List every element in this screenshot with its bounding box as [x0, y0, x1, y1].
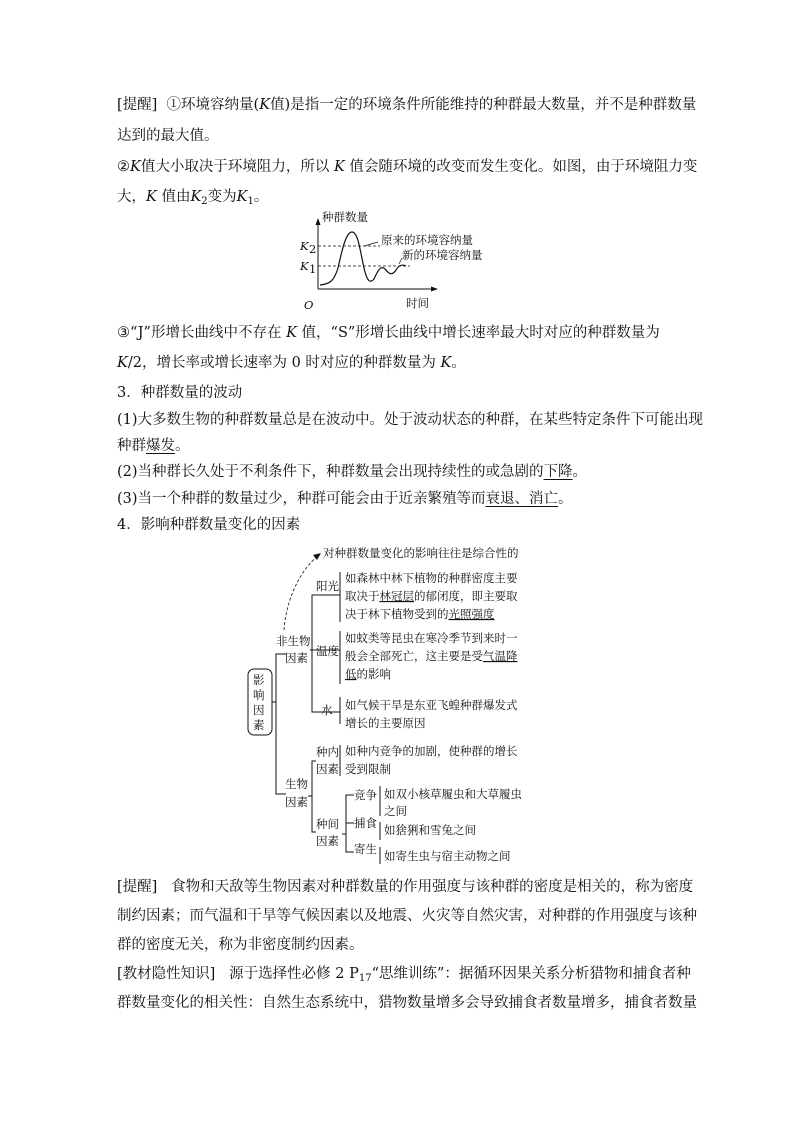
temp-text-3: 低的影响: [345, 667, 391, 681]
tip-tag: [提醒]: [117, 97, 158, 113]
light-text-1: 如森林中林下植物的种群密度主要: [345, 571, 518, 585]
intra-label-2: 因素: [316, 762, 339, 776]
section3-p1-line1: (1)大多数生物的种群数量总是在波动中。处于波动状态的种群，在某些特定条件下可能出现: [117, 412, 704, 428]
graph-new-k-label: 新的环境容纳量: [402, 248, 483, 262]
tip1-line3: ②K值大小取决于环境阻力，所以 K 值会随环境的改变而发生变化。如图，由于环境阻力变: [117, 159, 698, 175]
tip3-line2: K/2，增长率或增长速率为 0 时对应的种群数量为 K。: [117, 355, 466, 371]
root-char-1: 影: [253, 673, 265, 687]
inter-brace: [342, 795, 354, 852]
section3-p2: (2)当种群长久处于不利条件下，种群数量会出现持续性的或急剧的下降。: [117, 464, 588, 480]
light-text-2: 取决于林冠层的郁闭度，即主要取: [345, 589, 518, 603]
tip1-line1: [提醒] ①环境容纳量(K值)是指一定的环境条件所能维持的种群最大数量，并不是种群数量: [117, 97, 697, 113]
tip1-line2: 达到的最大值。: [117, 128, 219, 144]
section3-p3: (3)当一个种群的数量过少，种群可能会由于近亲繁殖等而衰退、消亡。: [117, 491, 573, 507]
abiotic-label-1: 非生物: [276, 634, 311, 648]
graph-origin: O: [304, 298, 314, 312]
comp-label: 竞争: [354, 788, 377, 802]
water-text-1: 如气候干旱是东亚飞蝗种群爆发式: [345, 698, 518, 712]
hidden-line1: [教材隐性知识] 源于选择性必修 2 $P_{17}“$思维训练”：据循环因果关系分析猎物和捕食者种: [117, 966, 691, 984]
para-text-1: 如寄生虫与宿主动物之间: [384, 849, 511, 863]
section4-heading: 4．影响种群数量变化的因素: [117, 517, 301, 533]
root-char-3: 因: [253, 703, 265, 717]
comp-text-1: 如双小核草履虫和大草履虫: [384, 787, 522, 801]
temp-label: 温度: [316, 644, 339, 658]
root-char-4: 素: [253, 718, 265, 732]
section3-heading: 3．种群数量的波动: [117, 385, 243, 401]
tip2-line2: 制约因素；而气温和干旱等气候因素以及地震、火灾等自然灾害，对种群的作用强度与该种: [117, 908, 697, 924]
pred-text-1: 如猞猁和雪兔之间: [384, 823, 476, 837]
inter-label-2: 因素: [316, 834, 339, 848]
intra-text-1: 如种内竞争的加剧，使种群的增长: [345, 744, 518, 758]
water-label: 水: [321, 703, 333, 717]
para-label: 寄生: [354, 842, 377, 856]
light-label: 阳光: [316, 579, 339, 593]
intra-text-2: 受到限制: [345, 762, 391, 776]
comp-text-2: 之间: [384, 804, 407, 818]
biotic-label-2: 因素: [285, 795, 308, 809]
graph-xlabel: 时间: [406, 296, 429, 310]
hidden-tag: [教材隐性知识]: [117, 966, 216, 982]
biotic-brace: [308, 761, 316, 832]
graph-k2-sub: 2: [309, 242, 317, 256]
tip1-line4: 大，K 值由$K_2$变为$K_1$。: [117, 189, 269, 207]
section3-p1-line2: 种群爆发。: [117, 438, 190, 454]
temp-text-2: 般会全部死亡，这主要是受气温降: [345, 649, 518, 663]
note-arrowhead: [313, 553, 321, 560]
tip3-line1: ③“J”形增长曲线中不存在 K 值，“S”形增长曲线中增长速率最大时对应的种群数量为: [117, 325, 660, 341]
light-text-3: 决于林下植物受到的光照强度: [345, 607, 495, 621]
tip2-line1: [提醒] 食物和天敌等生物因素对种群数量的作用强度与该种群的密度是相关的，称为密度: [117, 879, 694, 895]
tip2-line3: 群的密度无关，称为非密度制约因素。: [117, 937, 364, 953]
graph-k1-label: K: [300, 259, 309, 273]
note-text: 对种群数量变化的影响往往是综合性的: [323, 546, 519, 560]
graph-ylabel: 种群数量: [322, 210, 368, 224]
hidden-line2: 群数量变化的相关性：自然生态系统中，猎物数量增多会导致捕食者数量增多，捕食者数量: [117, 995, 697, 1011]
note-arrow: [284, 556, 318, 630]
graph-k2-label: K: [300, 239, 309, 253]
abiotic-label-2: 因素: [285, 651, 308, 665]
tip-tag: [提醒]: [117, 879, 158, 895]
biotic-label-1: 生物: [285, 777, 308, 791]
pred-label: 捕食: [354, 816, 377, 830]
water-text-2: 增长的主要原因: [345, 716, 426, 730]
root-brace: [272, 654, 286, 794]
temp-text-1: 如蚊类等昆虫在寒冷季节到来时一: [345, 631, 518, 645]
root-char-2: 响: [253, 688, 265, 702]
intra-label-1: 种内: [316, 745, 339, 759]
graph-k1-sub: 1: [309, 262, 317, 276]
graph-old-k-label: 原来的环境容纳量: [381, 233, 473, 247]
inter-label-1: 种间: [316, 817, 339, 831]
